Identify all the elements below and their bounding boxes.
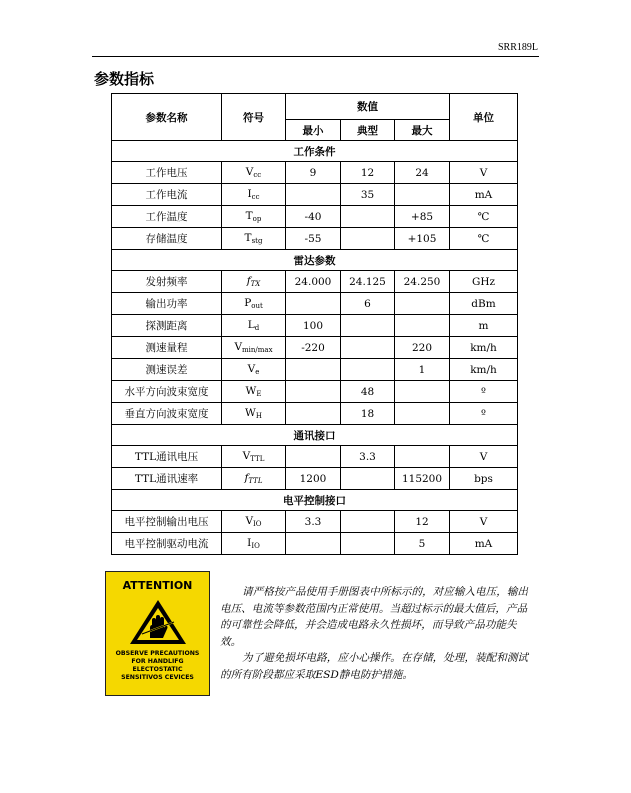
symbol-main: T bbox=[245, 210, 253, 222]
typ-cell bbox=[341, 511, 395, 533]
typ-cell: 35 bbox=[341, 184, 395, 206]
symbol-subscript: e bbox=[255, 368, 260, 376]
param-name-cell: 电平控制输出电压 bbox=[112, 511, 222, 533]
param-name-cell: 测速误差 bbox=[112, 359, 222, 381]
warning-caption-line: FOR HANDLIFG bbox=[131, 658, 184, 665]
symbol-cell bbox=[222, 511, 286, 533]
typ-cell: 18 bbox=[341, 403, 395, 425]
param-name-cell: 工作温度 bbox=[112, 206, 222, 228]
symbol-main: W bbox=[245, 385, 257, 397]
unit-cell: bps bbox=[450, 468, 518, 490]
unit-cell: mA bbox=[450, 533, 518, 555]
min-cell bbox=[286, 533, 341, 555]
symbol-main: f bbox=[246, 275, 251, 287]
unit-cell: V bbox=[450, 162, 518, 184]
min-cell: 100 bbox=[286, 315, 341, 337]
param-name-cell: 工作电压 bbox=[112, 162, 222, 184]
symbol-cell bbox=[222, 533, 286, 555]
max-cell bbox=[395, 184, 450, 206]
symbol-subscript: TTL bbox=[248, 477, 263, 485]
table-row bbox=[112, 359, 518, 381]
min-cell bbox=[286, 184, 341, 206]
max-cell: +105 bbox=[395, 228, 450, 250]
symbol-cell bbox=[222, 468, 286, 490]
symbol-main: V bbox=[247, 363, 256, 375]
group-title: 工作条件 bbox=[112, 141, 518, 162]
min-cell bbox=[286, 403, 341, 425]
symbol-cell bbox=[222, 293, 286, 315]
typ-cell bbox=[341, 206, 395, 228]
symbol-subscript: stg bbox=[251, 237, 263, 245]
typ-cell bbox=[341, 468, 395, 490]
param-name-cell: 垂直方向波束宽度 bbox=[112, 403, 222, 425]
unit-cell: V bbox=[450, 446, 518, 468]
group-title: 电平控制接口 bbox=[112, 490, 518, 511]
symbol-subscript: cc bbox=[253, 171, 262, 179]
max-cell bbox=[395, 381, 450, 403]
symbol-main: V bbox=[245, 166, 254, 178]
param-name-cell: 水平方向波束宽度 bbox=[112, 381, 222, 403]
typ-cell: 12 bbox=[341, 162, 395, 184]
max-cell: 220 bbox=[395, 337, 450, 359]
header-symbol: 符号 bbox=[222, 94, 286, 141]
symbol-main: V bbox=[234, 341, 243, 353]
esd-hand-icon bbox=[128, 598, 188, 646]
header-max: 最大 bbox=[395, 120, 450, 141]
max-cell bbox=[395, 315, 450, 337]
max-cell: 24.250 bbox=[395, 271, 450, 293]
symbol-main: I bbox=[247, 537, 252, 549]
param-name-cell: 测速量程 bbox=[112, 337, 222, 359]
min-cell bbox=[286, 359, 341, 381]
max-cell: 24 bbox=[395, 162, 450, 184]
symbol-main: P bbox=[244, 297, 252, 309]
min-cell: -40 bbox=[286, 206, 341, 228]
max-cell: 12 bbox=[395, 511, 450, 533]
warning-caption-line: OBSERVE PRECAUTIONS bbox=[115, 650, 200, 657]
param-name-cell: 工作电流 bbox=[112, 184, 222, 206]
warning-caption-line: SENSITIVOS CEVICES bbox=[121, 674, 194, 681]
table-row bbox=[112, 293, 518, 315]
table-row bbox=[112, 228, 518, 250]
symbol-cell bbox=[222, 337, 286, 359]
table-row bbox=[112, 315, 518, 337]
symbol-cell bbox=[222, 228, 286, 250]
unit-cell: km/h bbox=[450, 337, 518, 359]
max-cell bbox=[395, 293, 450, 315]
symbol-main: V bbox=[245, 515, 254, 527]
unit-cell: m bbox=[450, 315, 518, 337]
symbol-main: T bbox=[244, 232, 252, 244]
symbol-cell bbox=[222, 359, 286, 381]
max-cell: 5 bbox=[395, 533, 450, 555]
max-cell: 115200 bbox=[395, 468, 450, 490]
min-cell: 3.3 bbox=[286, 511, 341, 533]
header-name: 参数名称 bbox=[112, 94, 222, 141]
table-row bbox=[112, 206, 518, 228]
typ-cell bbox=[341, 359, 395, 381]
table-row bbox=[112, 446, 518, 468]
header-unit: 单位 bbox=[450, 94, 518, 141]
table-row bbox=[112, 468, 518, 490]
param-name-cell: 输出功率 bbox=[112, 293, 222, 315]
warning-caption bbox=[108, 650, 207, 682]
group-row bbox=[112, 250, 518, 271]
note-paragraph-1: 请严格按产品使用手册图表中所标示的，对应输入电压，输出电压、电流等参数范围内正常使用。当超过标示的最大值后，产品的可靠性会降低，并会造成电路永久性损坏，而导致产品功能失效。 bbox=[220, 586, 529, 648]
warning-caption-line: ELECTOSTATIC bbox=[132, 666, 183, 673]
min-cell bbox=[286, 293, 341, 315]
warning-title: ATTENTION bbox=[122, 579, 193, 592]
symbol-subscript: E bbox=[256, 390, 262, 398]
typ-cell bbox=[341, 228, 395, 250]
unit-cell: GHz bbox=[450, 271, 518, 293]
header-min: 最小 bbox=[286, 120, 341, 141]
group-title: 通讯接口 bbox=[112, 425, 518, 446]
unit-cell: V bbox=[450, 511, 518, 533]
param-name-cell: 探测距离 bbox=[112, 315, 222, 337]
table-row bbox=[112, 162, 518, 184]
table-row bbox=[112, 511, 518, 533]
doc-id: SRR189L bbox=[497, 42, 538, 53]
param-name-cell: 发射频率 bbox=[112, 271, 222, 293]
symbol-subscript: cc bbox=[251, 193, 260, 201]
unit-cell: º bbox=[450, 403, 518, 425]
symbol-main: W bbox=[245, 407, 256, 419]
esd-warning-label bbox=[105, 571, 210, 696]
typ-cell: 3.3 bbox=[341, 446, 395, 468]
esd-note bbox=[220, 584, 536, 683]
symbol-subscript: d bbox=[254, 324, 260, 332]
symbol-subscript: op bbox=[252, 215, 262, 223]
symbol-main: I bbox=[247, 188, 252, 200]
symbol-cell bbox=[222, 206, 286, 228]
group-title: 雷达参数 bbox=[112, 250, 518, 271]
symbol-cell bbox=[222, 403, 286, 425]
param-name-cell: TTL通讯速率 bbox=[112, 468, 222, 490]
unit-cell: ℃ bbox=[450, 206, 518, 228]
typ-cell: 48 bbox=[341, 381, 395, 403]
max-cell bbox=[395, 403, 450, 425]
symbol-cell bbox=[222, 446, 286, 468]
max-cell: +85 bbox=[395, 206, 450, 228]
max-cell: 1 bbox=[395, 359, 450, 381]
symbol-subscript: H bbox=[255, 412, 262, 420]
symbol-subscript: IO bbox=[251, 542, 260, 550]
unit-cell: mA bbox=[450, 184, 518, 206]
group-row bbox=[112, 141, 518, 162]
unit-cell: ℃ bbox=[450, 228, 518, 250]
symbol-subscript: TX bbox=[250, 280, 261, 288]
param-name-cell: 存储温度 bbox=[112, 228, 222, 250]
section-title: 参数指标 bbox=[94, 70, 155, 88]
header-typ: 典型 bbox=[341, 120, 395, 141]
unit-cell: º bbox=[450, 381, 518, 403]
unit-cell: km/h bbox=[450, 359, 518, 381]
table-row bbox=[112, 337, 518, 359]
symbol-cell bbox=[222, 315, 286, 337]
symbol-subscript: IO bbox=[253, 520, 262, 528]
typ-cell bbox=[341, 533, 395, 555]
min-cell bbox=[286, 381, 341, 403]
typ-cell bbox=[341, 337, 395, 359]
param-name-cell: TTL通讯电压 bbox=[112, 446, 222, 468]
parameter-table-body bbox=[112, 141, 518, 555]
typ-cell bbox=[341, 315, 395, 337]
table-row bbox=[112, 184, 518, 206]
symbol-main: V bbox=[242, 450, 251, 462]
unit-cell: dBm bbox=[450, 293, 518, 315]
symbol-subscript: out bbox=[251, 302, 263, 310]
typ-cell: 6 bbox=[341, 293, 395, 315]
table-row bbox=[112, 403, 518, 425]
min-cell: 9 bbox=[286, 162, 341, 184]
table-row bbox=[112, 533, 518, 555]
param-name-cell: 电平控制驱动电流 bbox=[112, 533, 222, 555]
table-row bbox=[112, 271, 518, 293]
symbol-cell bbox=[222, 184, 286, 206]
min-cell: -55 bbox=[286, 228, 341, 250]
symbol-main: f bbox=[244, 472, 249, 484]
parameter-table bbox=[111, 93, 518, 555]
symbol-cell bbox=[222, 162, 286, 184]
symbol-cell bbox=[222, 271, 286, 293]
group-row bbox=[112, 490, 518, 511]
typ-cell: 24.125 bbox=[341, 271, 395, 293]
note-paragraph-2: 为了避免损坏电路，应小心操作。在存储，处理，装配和测试的所有阶段都应采取ESD静电防护措施。 bbox=[220, 652, 529, 681]
table-row bbox=[112, 381, 518, 403]
header-rule bbox=[92, 56, 539, 57]
min-cell: 1200 bbox=[286, 468, 341, 490]
min-cell bbox=[286, 446, 341, 468]
symbol-subscript: min/max bbox=[242, 346, 273, 354]
min-cell: -220 bbox=[286, 337, 341, 359]
header-value: 数值 bbox=[286, 94, 450, 120]
min-cell: 24.000 bbox=[286, 271, 341, 293]
symbol-subscript: TTL bbox=[250, 455, 265, 463]
symbol-main: L bbox=[247, 319, 255, 331]
symbol-cell bbox=[222, 381, 286, 403]
max-cell bbox=[395, 446, 450, 468]
group-row bbox=[112, 425, 518, 446]
